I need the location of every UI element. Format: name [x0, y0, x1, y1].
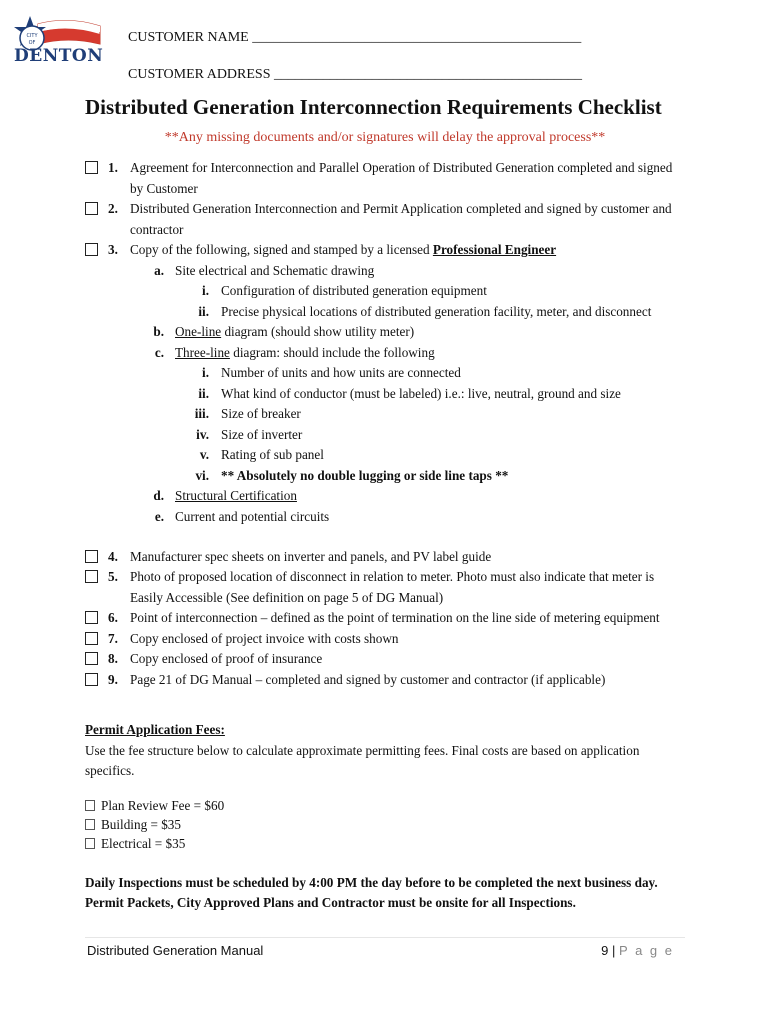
item-text — [130, 240, 682, 261]
page-num-value: 9 — [601, 943, 609, 958]
sub-text: Configuration of distributed generation equipment — [221, 283, 487, 298]
logo-name: DENTON — [14, 46, 104, 66]
item-text: Copy enclosed of project invoice with costs shown — [130, 631, 399, 646]
sub-text — [175, 343, 435, 364]
checkbox-4[interactable] — [85, 550, 98, 563]
missing-docs-notice: **Any missing documents and/or signatures will delay the approval process** — [164, 130, 606, 145]
sub-label: c. — [154, 345, 164, 360]
professional-engineer-text: Professional Engineer — [432, 242, 557, 257]
item-text-main: Copy of the following, signed and stamped by a licensed — [130, 242, 433, 257]
item-text: Manufacturer spec sheets on inverter and panels, and PV label guide — [130, 549, 492, 564]
logo-of-text: OF — [28, 40, 36, 46]
sub-text — [175, 322, 414, 343]
fee-item — [85, 836, 185, 852]
item-text: Copy enclosed of proof of insurance — [130, 651, 323, 666]
footer-divider — [85, 937, 685, 938]
logo-city-text: CITY — [26, 33, 38, 39]
page-word: P a g e — [619, 943, 674, 958]
sub-label: vi. — [195, 468, 209, 483]
checkbox-1[interactable] — [85, 161, 98, 174]
fee-item — [85, 817, 181, 833]
sub-label: ii. — [198, 304, 209, 319]
item-text: Page 21 of DG Manual – completed and signed by customer and contractor (if applicable) — [130, 672, 606, 687]
footer-title: Distributed Generation Manual — [87, 943, 264, 958]
fee-item — [85, 798, 224, 814]
fee-text: Building = $35 — [101, 817, 181, 832]
checkbox-9[interactable] — [85, 673, 98, 686]
structural-certification-text: Structural Certification — [175, 488, 297, 503]
sub-text: Size of breaker — [221, 406, 301, 421]
checkbox-6[interactable] — [85, 611, 98, 624]
sub-text: ** Absolutely no double lugging or side line taps ** — [221, 468, 509, 483]
checkbox-7[interactable] — [85, 632, 98, 645]
sub-text: Size of inverter — [221, 427, 303, 442]
sub-text: Number of units and how units are connected — [221, 365, 461, 380]
sub-text: Rating of sub panel — [221, 447, 324, 462]
page-number — [601, 943, 674, 958]
checkbox-8[interactable] — [85, 652, 98, 665]
sub-text: Current and potential circuits — [175, 509, 330, 524]
page-separator: | — [612, 943, 616, 958]
fee-text: Plan Review Fee = $60 — [101, 798, 225, 813]
sub-text: Site electrical and Schematic drawing — [175, 263, 375, 278]
sub-label: i. — [202, 365, 209, 380]
inspections-notice: Daily Inspections must be scheduled by 4:00 PM the day before to be completed the next business day. Permit Packets, City Approved Plans and Contractor must be onsite for all Inspections. — [85, 875, 658, 910]
item-number: 6. — [108, 610, 118, 625]
three-line-text: Three-line — [175, 345, 230, 360]
sub-label: b. — [153, 324, 164, 339]
sub-label: e. — [154, 509, 164, 524]
item-number: 4. — [108, 549, 118, 564]
sub-label: i. — [202, 283, 209, 298]
sub-label: d. — [153, 488, 164, 503]
fee-text: Electrical = $35 — [101, 836, 186, 851]
customer-name-field[interactable]: CUSTOMER NAME _______________________________________________ — [128, 30, 582, 45]
sub-text: What kind of conductor (must be labeled) i.e.: live, neutral, ground and size — [221, 386, 621, 401]
item-text: Point of interconnection – defined as the point of termination on the line side of metering equipment — [130, 610, 660, 625]
customer-address-field[interactable]: CUSTOMER ADDRESS ____________________________________________ — [128, 67, 583, 82]
sub-text: Precise physical locations of distributed generation facility, meter, and disconnect — [221, 304, 652, 319]
fees-heading: Permit Application Fees: — [85, 722, 225, 737]
item-number: 8. — [108, 651, 118, 666]
item-text: Distributed Generation Interconnection and Permit Application completed and signed by customer and contractor — [130, 201, 672, 237]
sub-label: a. — [154, 263, 164, 278]
bullet-box-icon — [85, 838, 95, 849]
one-line-text: One-line — [175, 324, 222, 339]
sub-label: iii. — [194, 406, 209, 421]
fees-intro: Use the fee structure below to calculate approximate permitting fees. Final costs are based on application specifics. — [85, 743, 640, 778]
bullet-box-icon — [85, 819, 95, 830]
sub-rest: diagram (should show utility meter) — [221, 324, 415, 339]
checkbox-3[interactable] — [85, 243, 98, 256]
item-number: 3. — [108, 242, 118, 257]
item-number: 2. — [108, 201, 118, 216]
sub-label: v. — [199, 447, 209, 462]
sub-label: iv. — [196, 427, 209, 442]
checkbox-2[interactable] — [85, 202, 98, 215]
item-number: 7. — [108, 631, 118, 646]
page-title: Distributed Generation Interconnection Requirements Checklist — [85, 95, 662, 119]
item-text: Agreement for Interconnection and Parallel Operation of Distributed Generation completed and signed by Customer — [130, 160, 673, 196]
sub-rest: diagram: should include the following — [229, 345, 435, 360]
bullet-box-icon — [85, 800, 95, 811]
item-text: Photo of proposed location of disconnect in relation to meter. Photo must also indicate that meter is Easily Accessible (See definition on page 5 of DG Manual) — [130, 569, 655, 605]
item-number: 9. — [108, 672, 118, 687]
item-number: 1. — [108, 160, 118, 175]
sub-label: ii. — [198, 386, 209, 401]
checkbox-5[interactable] — [85, 570, 98, 583]
item-number: 5. — [108, 569, 118, 584]
